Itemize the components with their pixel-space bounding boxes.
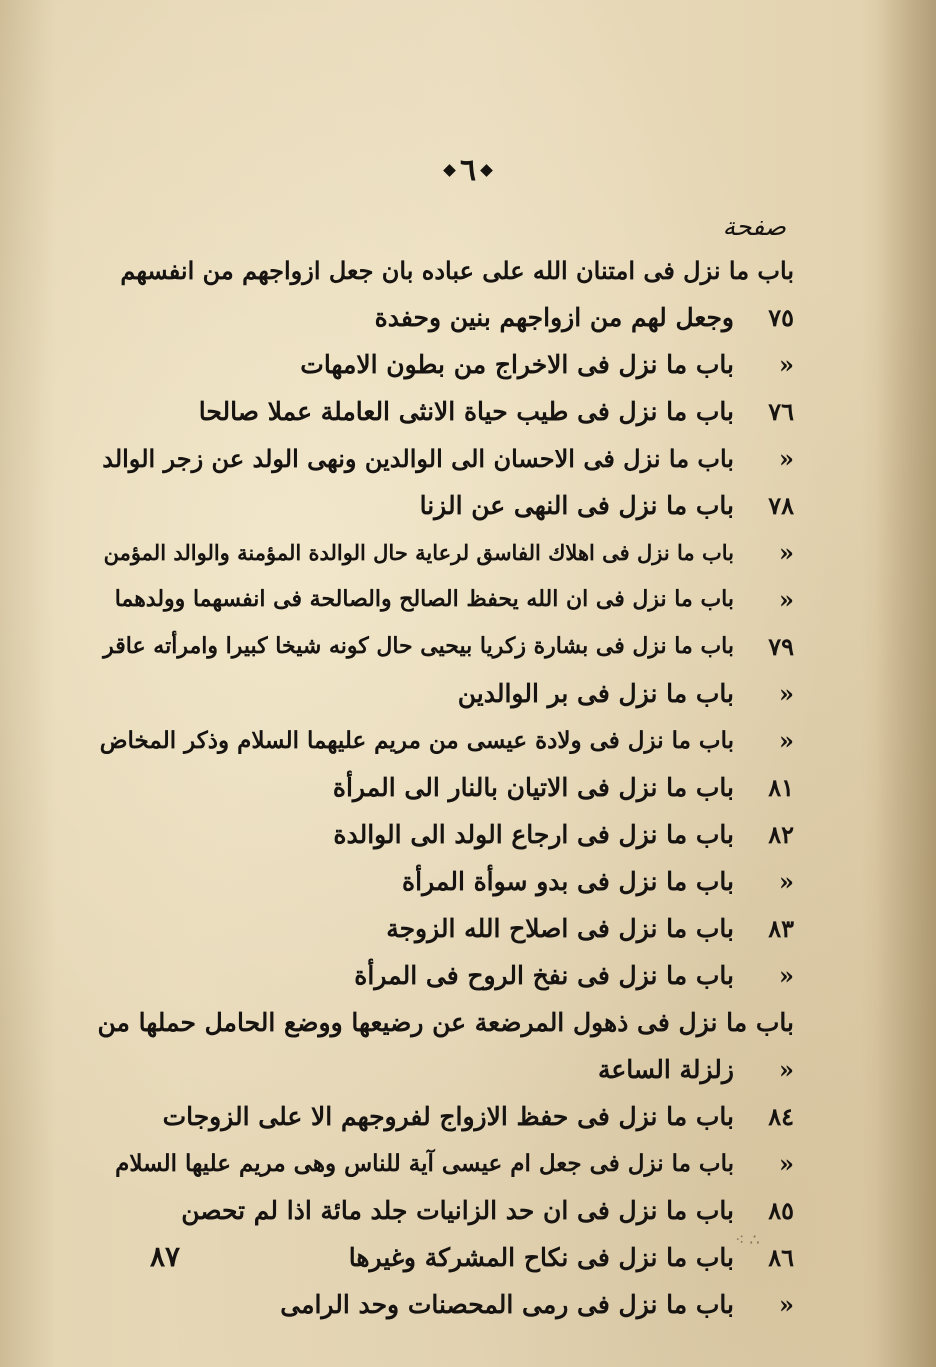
toc-title: باب ما نزل فى اصلاح الله الزوجة	[386, 914, 734, 943]
toc-entry	[94, 1187, 794, 1234]
ornament-left-icon	[443, 164, 456, 177]
toc-title: باب ما نزل فى الاحسان الى الوالدين ونهى الولد عن زجر الوالد	[102, 444, 734, 473]
toc-title: باب ما نزل فى النهى عن الزنا	[419, 491, 734, 520]
table-of-contents	[94, 247, 794, 1328]
toc-page-number: ٧٩	[768, 632, 794, 661]
toc-page-number: «	[779, 961, 794, 990]
toc-title: باب ما نزل فى ذهول المرضعة عن رضيعها ووضع الحامل حملها من	[97, 1008, 794, 1037]
toc-page-number: ٨٦	[768, 1243, 794, 1272]
toc-entry	[94, 764, 794, 811]
toc-entry	[94, 858, 794, 905]
toc-entry	[94, 905, 794, 952]
toc-page-number: «	[779, 444, 794, 473]
toc-entry	[94, 482, 794, 529]
page-header	[418, 150, 518, 190]
toc-entry	[94, 1093, 794, 1140]
gutter-shadow	[876, 0, 936, 1367]
toc-entry	[94, 1234, 794, 1281]
toc-entry	[94, 717, 794, 764]
toc-entry	[94, 341, 794, 388]
toc-entry	[94, 247, 794, 294]
column-label: صفحة	[722, 212, 786, 241]
toc-title: باب ما نزل فى الاتيان بالنار الى المرأة	[332, 773, 734, 802]
toc-page-number: ٧٨	[768, 491, 794, 520]
toc-title: باب ما نزل فى نكاح المشركة وغيرها	[348, 1243, 734, 1272]
toc-title: وجعل لهم من ازواجهم بنين وحفدة	[374, 303, 734, 332]
toc-page-number: ٨٣	[768, 914, 794, 943]
toc-title: باب ما نزل فى نفخ الروح فى المرأة	[354, 961, 734, 990]
toc-page-number: ٨١	[768, 773, 794, 802]
toc-title: باب ما نزل فى طيب حياة الانثى العاملة عملا صالحا	[198, 397, 734, 426]
toc-page-number: «	[779, 679, 794, 708]
toc-page-number: «	[779, 585, 794, 614]
toc-entry	[94, 670, 794, 717]
toc-title: باب ما نزل فى اهلاك الفاسق لرعاية حال الوالدة المؤمنة والوالد المؤمن	[103, 540, 734, 565]
toc-title: باب ما نزل فى ارجاع الولد الى الوالدة	[333, 820, 734, 849]
toc-title: باب ما نزل فى جعل ام عيسى آية للناس وهى مريم عليها السلام	[115, 1150, 734, 1177]
folio-number: ٨٧	[150, 1240, 181, 1273]
page-marker: ٦	[459, 152, 477, 188]
toc-title: باب ما نزل فى امتنان الله على عباده بان جعل ازواجهم من انفسهم	[120, 256, 794, 285]
toc-page-number: ٨٤	[768, 1102, 794, 1131]
toc-title: باب ما نزل فى ولادة عيسى من مريم عليهما السلام وذكر المخاض	[99, 727, 734, 754]
toc-page-number: ٨٢	[768, 820, 794, 849]
toc-title: باب ما نزل فى ان حد الزانيات جلد مائة اذا لم تحصن	[181, 1196, 734, 1225]
toc-entry	[94, 811, 794, 858]
ink-smudge-icon: ⁖ ∴	[735, 1230, 760, 1249]
toc-entry	[94, 388, 794, 435]
toc-page-number: «	[779, 1290, 794, 1319]
toc-title: باب ما نزل فى بشارة زكريا بيحيى حال كونه شيخا كبيرا وامرأته عاقر	[103, 633, 734, 659]
toc-entry	[94, 1281, 794, 1328]
toc-title: باب ما نزل فى حفظ الازواج لفروجهم الا على الزوجات	[162, 1102, 734, 1131]
toc-page-number: ٨٥	[768, 1196, 794, 1225]
toc-entry	[94, 529, 794, 576]
toc-page-number: «	[779, 726, 794, 755]
toc-page-number: «	[779, 1055, 794, 1084]
toc-page-number: ٧٦	[768, 397, 794, 426]
toc-title: باب ما نزل فى الاخراج من بطون الامهات	[300, 350, 734, 379]
toc-page-number: «	[779, 867, 794, 896]
toc-page-number: «	[779, 538, 794, 567]
toc-title: باب ما نزل فى ان الله يحفظ الصالح والصالحة فى انفسهما وولدهما	[114, 586, 734, 612]
toc-title: زلزلة الساعة	[597, 1055, 734, 1084]
toc-title: باب ما نزل فى رمى المحصنات وحد الرامى	[280, 1290, 734, 1319]
toc-title: باب ما نزل فى بر الوالدين	[457, 679, 734, 708]
toc-entry	[94, 999, 794, 1046]
toc-entry	[94, 435, 794, 482]
toc-page-number: «	[779, 350, 794, 379]
toc-title: باب ما نزل فى بدو سوأة المرأة	[402, 867, 734, 896]
toc-entry	[94, 623, 794, 670]
toc-page-number: «	[779, 1149, 794, 1178]
toc-entry	[94, 1140, 794, 1187]
toc-entry	[94, 1046, 794, 1093]
ornament-right-icon	[480, 164, 493, 177]
toc-entry	[94, 294, 794, 341]
toc-entry	[94, 952, 794, 999]
toc-page-number: ٧٥	[768, 303, 794, 332]
toc-entry	[94, 576, 794, 623]
